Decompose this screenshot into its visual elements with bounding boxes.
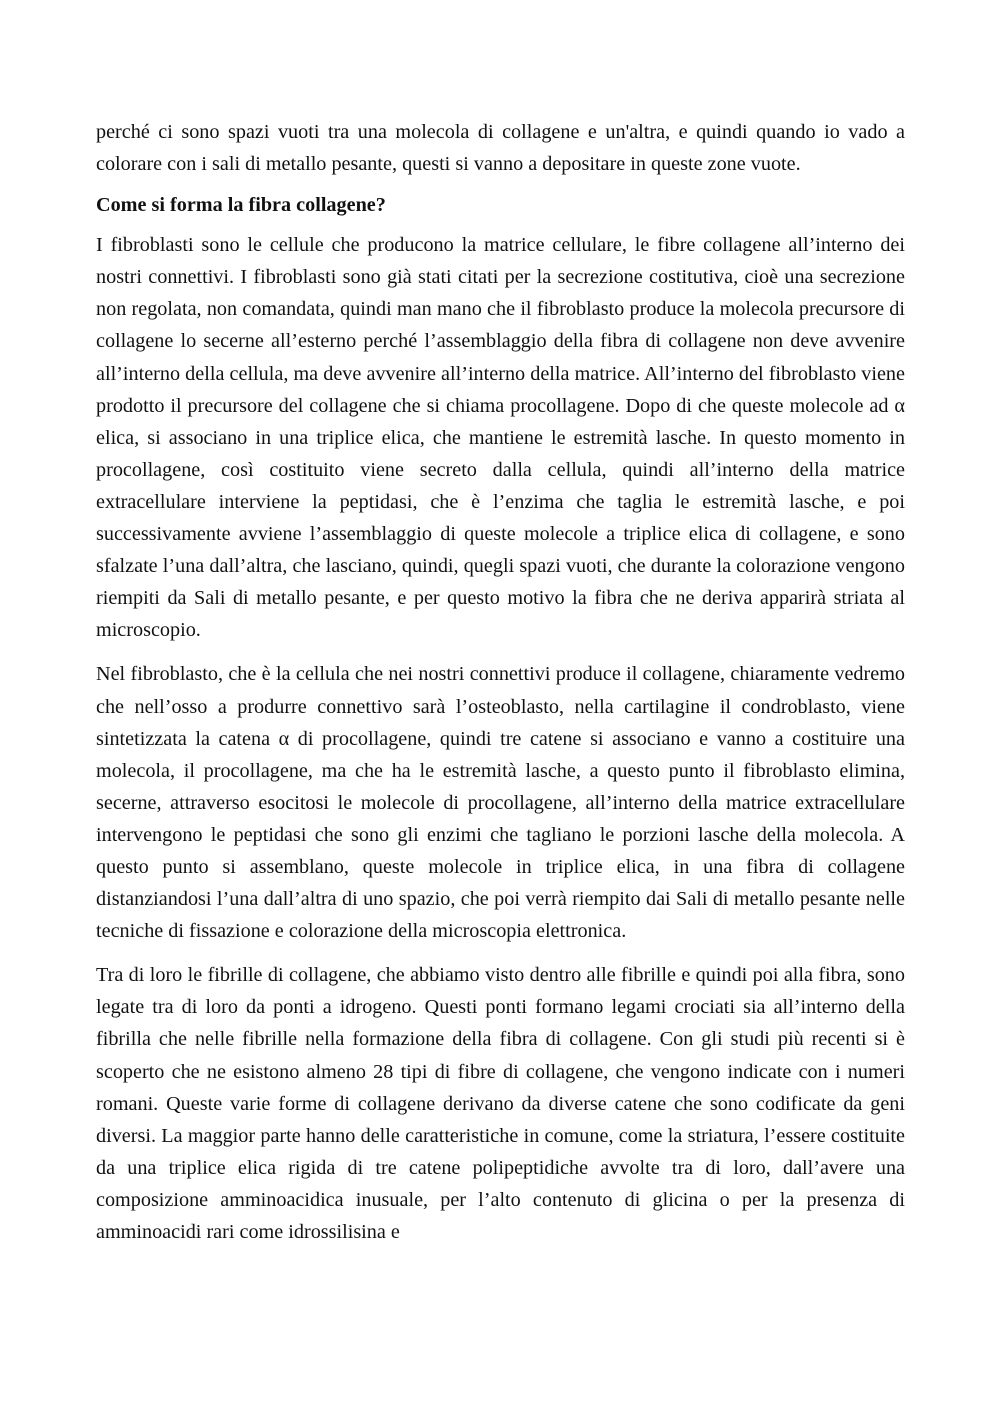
paragraph-procollagen-synthesis: Nel fibroblasto, che è la cellula che nei nostri connettivi produce il collagene, chiaramente vedremo che nell’osso a produrre connettivo sarà l’osteoblasto, nella cartilagine il condroblasto, viene sintetizzata la catena α di procollagene, quindi tre catene si associano e vanno a costituire una molecola, il procollagene, ma che ha le estremità lasche, a questo punto il fibroblasto elimina, secerne, attraverso esocitosi le molecole di procollagene, all’interno della matrice extracellulare intervengono le peptidasi che sono gli enzimi che tagliano le porzioni lasche della molecola. A questo punto si assemblano, queste molecole in triplice elica, in una fibra di collagene distanziandosi l’una dall’altra di uno spazio, che poi verrà riempito dai Sali di metallo pesante nelle tecniche di fissazione e colorazione della microscopia elettronica. bbox=[96, 663, 905, 943]
paragraph-fibroblast-secretion: I fibroblasti sono le cellule che producono la matrice cellulare, le fibre collagene all’interno dei nostri connettivi. I fibroblasti sono già stati citati per la secrezione costitutiva, cioè una secrezione non regolata, non comandata, quindi man mano che il fibroblasto produce la molecola precursore di collagene lo secerne all’esterno perché l’assemblaggio della fibra di collagene non deve avvenire all’interno della cellula, ma deve avvenire all’interno della matrice. All’interno del fibroblasto viene prodotto il precursore del collagene che si chiama procollagene. Dopo di che queste molecole ad α elica, si associano in una triplice elica, che mantiene le estremità lasche. In questo momento in procollagene, così costituito viene secreto dalla cellula, quindi all’interno della matrice extracellulare interviene la peptidasi, che è l’enzima che taglia le estremità lasche, e poi successivamente avviene l’assemblaggio di queste molecole a triplice elica di collagene, e sono sfalzate l’una dall’altra, che lasciano, quindi, quegli spazi vuoti, che durante la colorazione vengono riempiti da Sali di metallo pesante, e per questo motivo la fibra che ne deriva apparirà striata al microscopio. bbox=[96, 234, 905, 642]
section-heading: Come si forma la fibra collagene? bbox=[96, 194, 386, 217]
paragraph-collagen-types: Tra di loro le fibrille di collagene, che abbiamo visto dentro alle fibrille e quindi poi alla fibra, sono legate tra di loro da ponti a idrogeno. Questi ponti formano legami crociati sia all’interno della fibrilla che nelle fibrille nella formazione della fibra di collagene. Con gli studi più recenti si è scoperto che ne esistono almeno 28 tipi di fibre di collagene, che vengono indicate con i numeri romani. Queste varie forme di collagene derivano da diverse catene che sono codificate da geni diversi. La maggior parte hanno delle caratteristiche in comune, come la striatura, l’essere costituite da una triplice elica rigida di tre catene polipeptidiche avvolte tra di loro, dall’avere una composizione amminoacidica inusuale, per l’alto contenuto di glicina o per la presenza di amminoacidi rari come idrossilisina e bbox=[96, 964, 905, 1243]
intro-paragraph: perché ci sono spazi vuoti tra una molecola di collagene e un'altra, e quindi quando io vado a colorare con i sali di metallo pesante, questi si vanno a depositare in queste zone vuote. bbox=[96, 121, 905, 176]
